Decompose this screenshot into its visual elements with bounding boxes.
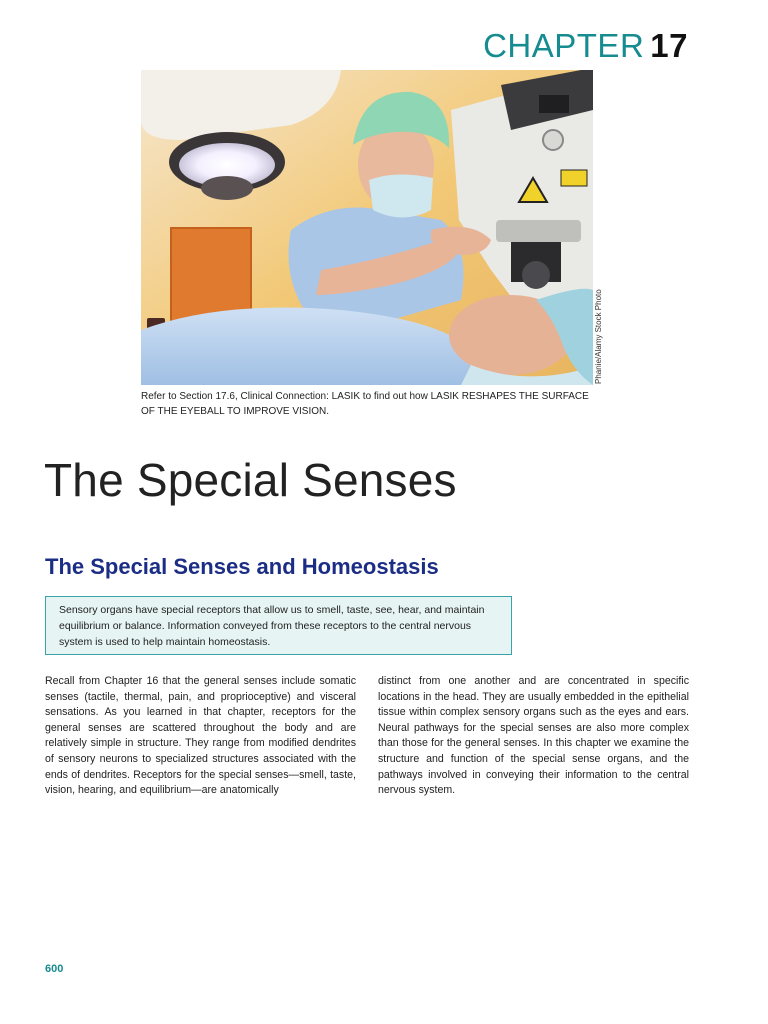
- body-text-left-column: Recall from Chapter 16 that the general senses include somatic senses (tactile, thermal, pain, and proprioceptive) and visceral sensations. As you learned in that chapter, receptors for the general senses are scattered throughout the body and are relatively simple in structure. They range from modified dendrites of sensory neurons to specialized structures associated with the ends of dendrites. Receptors for the special senses—smell, taste, vision, hearing, and equilibrium—are anatomically: [45, 675, 356, 797]
- page-number: 600: [45, 963, 64, 975]
- page-title: The Special Senses: [44, 454, 457, 506]
- section-title: The Special Senses and Homeostasis: [45, 554, 439, 579]
- chapter-opener-photo: [141, 70, 593, 385]
- homeostasis-summary-box: Sensory organs have special receptors that allow us to smell, taste, see, hear, and maintain equilibrium or balance. Information conveyed from these receptors to the central nervous system is used to help maintain homeostasis.: [45, 596, 512, 655]
- body-text-right-column: distinct from one another and are concentrated in specific locations in the head. They are usually embedded in the epithelial tissue within complex sensory organs such as the eyes and ears. Neural pathways for the special senses are also more complex than those for the general senses. In this chapter we examine the structure and function of the special sense organs, and the pathways involved in conveying their information to the central nervous system.: [378, 675, 689, 797]
- lasik-procedure-illustration: [141, 70, 593, 385]
- chapter-label: [483, 26, 688, 66]
- photo-credit-text: Phanie/Alamy Stock Photo: [594, 289, 603, 384]
- chapter-number: 17: [650, 27, 688, 64]
- figure-caption: Refer to Section 17.6, Clinical Connection: LASIK to find out how LASIK RESHAPES THE SURFACE OF THE EYEBALL TO IMPROVE VISION.: [141, 391, 589, 417]
- chapter-word: CHAPTER: [483, 27, 645, 64]
